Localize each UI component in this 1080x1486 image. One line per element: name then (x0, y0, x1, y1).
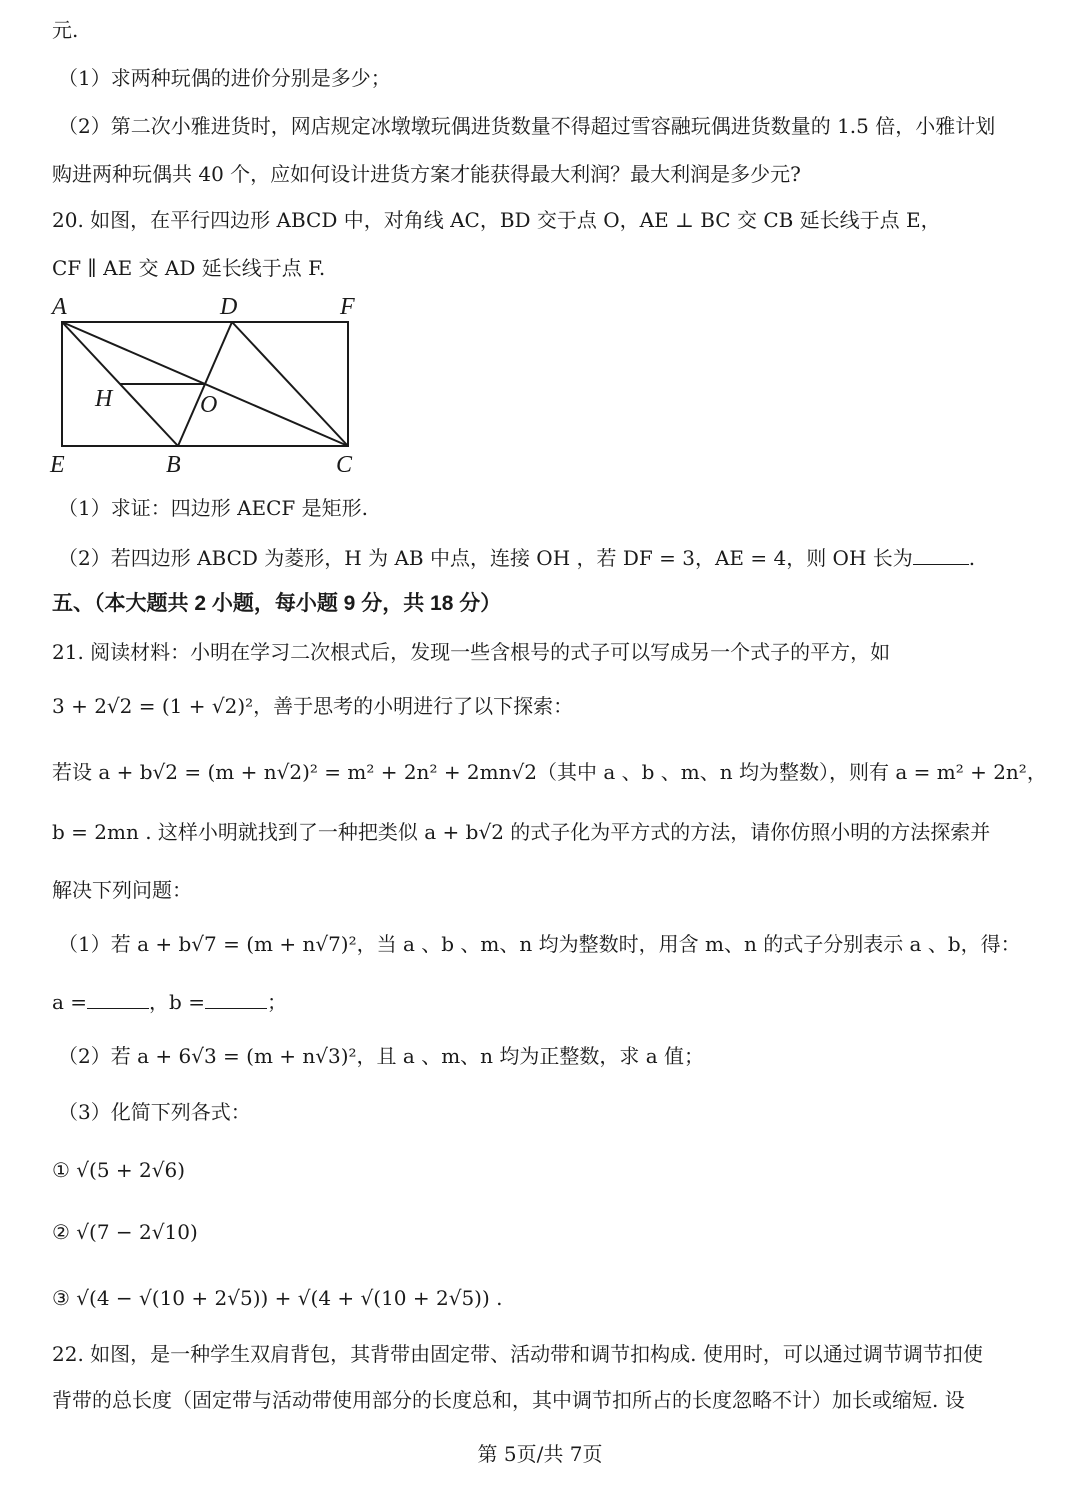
point-label-a: A (52, 294, 67, 320)
answer-blank-b (205, 986, 267, 1009)
point-label-h: H (95, 386, 113, 412)
expression-1: ① √(5 + 2√6) (52, 1158, 186, 1182)
text-line: （2）第二次小雅进货时，网店规定冰墩墩玩偶进货数量不得超过雪容融玩偶进货数量的 1.5 倍，小雅计划 (58, 114, 996, 138)
segment-dc (232, 322, 348, 446)
geometry-figure (40, 288, 380, 484)
question-20-part-1: （1）求证：四边形 AECF 是矩形. (58, 496, 369, 520)
question-21-method: b = 2mn . 这样小明就找到了一种把类似 a + b√2 的式子化为平方式的方法，请你仿照小明的方法探索并 (52, 820, 991, 844)
answer-blank-a (87, 986, 149, 1009)
answer-blank (913, 542, 969, 565)
question-21-part-3: （3）化简下列各式： (58, 1100, 251, 1124)
question-22-cont: 背带的总长度（固定带与活动带使用部分的长度总和，其中调节扣所占的长度忽略不计）加长或缩短. 设 (52, 1388, 965, 1412)
text-line: （1）求两种玩偶的进价分别是多少； (58, 66, 391, 90)
expression-2: ② √(7 − 2√10) (52, 1220, 198, 1244)
point-label-o: O (200, 392, 218, 418)
point-label-d: D (220, 294, 238, 320)
expression-3: ③ √(4 − √(10 + 2√5)) + √(4 + √(10 + 2√5)) . (52, 1286, 503, 1310)
point-label-c: C (336, 452, 353, 478)
question-21-example: 3 + 2√2 = (1 + √2)²，善于思考的小明进行了以下探索： (52, 694, 574, 718)
text-line: 解决下列问题： (52, 878, 192, 902)
text-line: 元. (52, 18, 79, 42)
question-21: 21. 阅读材料：小明在学习二次根式后，发现一些含根号的式子可以写成另一个式子的平方，如 (52, 640, 891, 664)
question-22: 22. 如图，是一种学生双肩背包，其背带由固定带、活动带和调节扣构成. 使用时，可以通过调节调节扣使 (52, 1342, 983, 1366)
question-21-part-1-answers: a = ，b = ； (52, 986, 287, 1016)
page-footer: 第 5页/共 7页 (477, 1442, 603, 1466)
point-label-f: F (340, 294, 355, 320)
question-21-part-1: （1）若 a + b√7 = (m + n√7)²，当 a 、b 、m、n 均为整数时，用含 m、n 的式子分别表示 a 、b，得： (58, 932, 1021, 956)
question-20-cont: CF ∥ AE 交 AD 延长线于点 F. (52, 256, 326, 280)
point-label-b: B (166, 452, 181, 478)
question-20-part-2: （2）若四边形 ABCD 为菱形，H 为 AB 中点，连接 OH ，若 DF = 3，AE = 4，则 OH 长为 . (58, 542, 975, 572)
text-line: 购进两种玩偶共 40 个，应如何设计进货方案才能获得最大利润？最大利润是多少元? (52, 162, 801, 186)
question-21-derivation: 若设 a + b√2 = (m + n√2)² = m² + 2n² + 2mn√2（其中 a 、b 、m、n 均为整数），则有 a = m² + 2n²， (52, 760, 1047, 784)
question-20: 20. 如图，在平行四边形 ABCD 中，对角线 AC，BD 交于点 O，AE ⊥ BC 交 CB 延长线于点 E， (52, 208, 941, 232)
section-heading: 五、（本大题共 2 小题，每小题 9 分，共 18 分） (52, 592, 502, 615)
question-21-part-2: （2）若 a + 6√3 = (m + n√3)²，且 a 、m、n 均为正整数，求 a 值； (58, 1044, 705, 1068)
point-label-e: E (50, 452, 65, 478)
